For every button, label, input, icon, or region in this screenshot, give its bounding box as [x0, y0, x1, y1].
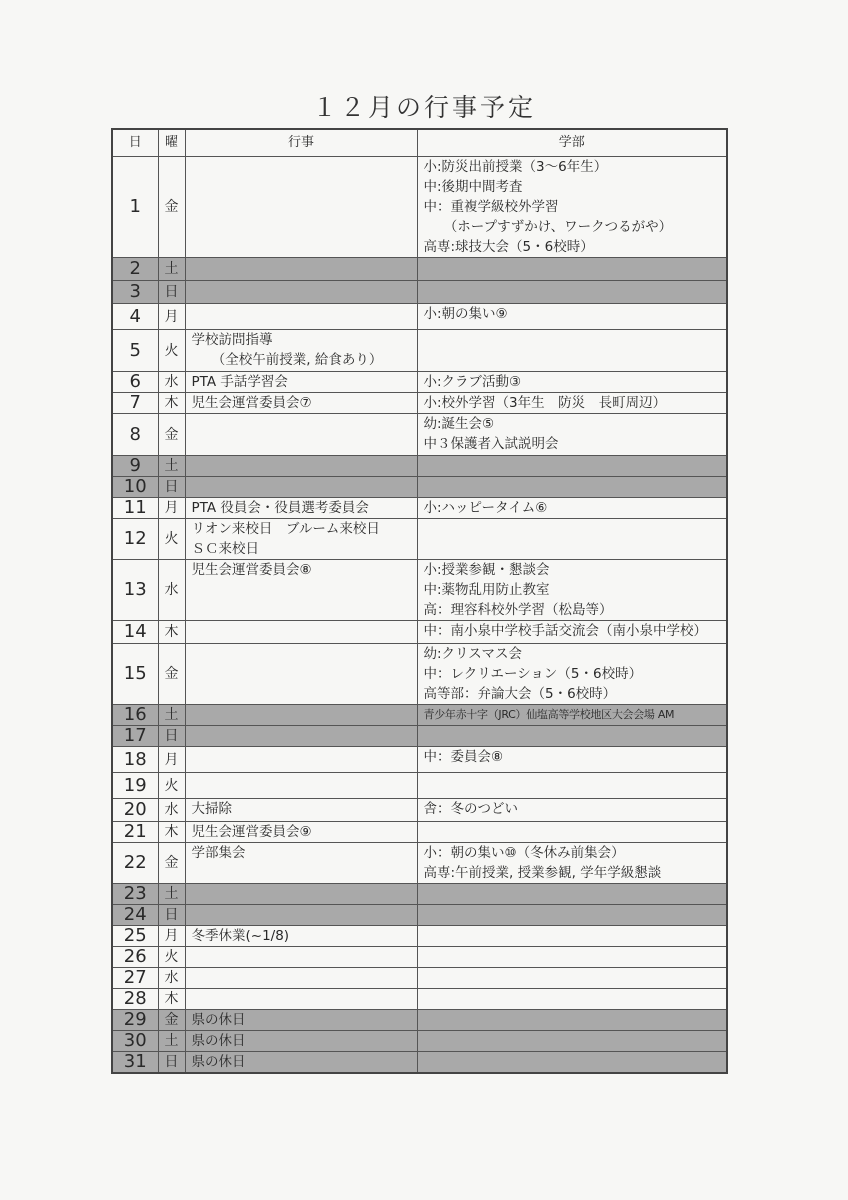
table-row — [112, 705, 727, 726]
dept-cell — [417, 705, 727, 726]
event-cell — [185, 519, 417, 560]
event-line: 県の休日 — [191, 1033, 246, 1049]
event-cell — [185, 456, 417, 477]
dept-line: 中：委員会⑧ — [423, 749, 504, 765]
dept-cell — [417, 822, 727, 843]
dept-line: 中：南小泉中学校手話交流会（南小泉中学校） — [423, 623, 707, 639]
event-line: 県の休日 — [191, 1054, 246, 1070]
dept-line: 高：理容科校外学習（松島等） — [423, 602, 613, 618]
dept-cell — [417, 1010, 727, 1031]
day-cell: 15 — [112, 644, 158, 705]
event-cell — [185, 947, 417, 968]
table-row — [112, 726, 727, 747]
weekday-cell: 木 — [158, 621, 185, 644]
dept-line: 小:授業参観・懇談会 — [423, 562, 550, 578]
event-line: ＳＣ来校日 — [191, 541, 259, 557]
event-cell — [185, 926, 417, 947]
weekday-cell: 日 — [158, 477, 185, 498]
dept-cell — [417, 304, 727, 330]
dept-line: 小:校外学習（3年生 防災 長町周辺） — [423, 395, 667, 411]
dept-cell — [417, 947, 727, 968]
event-cell — [185, 1010, 417, 1031]
dept-cell — [417, 621, 727, 644]
table-row — [112, 773, 727, 799]
header-dept: 学部 — [417, 129, 727, 157]
event-line: リオン来校日 ブルーム来校日 — [191, 521, 380, 537]
weekday-cell: 金 — [158, 1010, 185, 1031]
event-line: 大掃除 — [191, 801, 232, 817]
day-cell: 18 — [112, 747, 158, 773]
event-cell — [185, 330, 417, 372]
event-cell — [185, 414, 417, 456]
weekday-cell: 金 — [158, 157, 185, 258]
dept-cell — [417, 372, 727, 393]
table-row — [112, 1052, 727, 1074]
event-line: PTA 手話学習会 — [191, 374, 288, 390]
weekday-cell: 日 — [158, 726, 185, 747]
dept-cell — [417, 726, 727, 747]
event-cell — [185, 498, 417, 519]
table-row — [112, 747, 727, 773]
dept-cell — [417, 747, 727, 773]
table-header-row — [112, 129, 727, 157]
table-row — [112, 621, 727, 644]
event-cell — [185, 393, 417, 414]
table-row — [112, 258, 727, 281]
dept-line: 中:薬物乱用防止教室 — [423, 582, 550, 598]
day-cell: 13 — [112, 560, 158, 621]
event-cell — [185, 989, 417, 1010]
event-cell — [185, 747, 417, 773]
dept-cell — [417, 477, 727, 498]
table-row — [112, 560, 727, 621]
table-row — [112, 926, 727, 947]
day-cell: 16 — [112, 705, 158, 726]
table-row — [112, 968, 727, 989]
event-cell — [185, 905, 417, 926]
day-cell: 2 — [112, 258, 158, 281]
day-cell: 21 — [112, 822, 158, 843]
dept-cell — [417, 843, 727, 884]
dept-line: 高等部：弁論大会（5・6校時） — [423, 686, 617, 702]
event-cell — [185, 372, 417, 393]
weekday-cell: 土 — [158, 456, 185, 477]
day-cell: 23 — [112, 884, 158, 905]
dept-cell — [417, 884, 727, 905]
weekday-cell: 日 — [158, 1052, 185, 1074]
weekday-cell: 水 — [158, 372, 185, 393]
event-cell — [185, 968, 417, 989]
day-cell: 30 — [112, 1031, 158, 1052]
table-row — [112, 644, 727, 705]
dept-cell — [417, 1031, 727, 1052]
table-row — [112, 456, 727, 477]
day-cell: 8 — [112, 414, 158, 456]
event-cell — [185, 705, 417, 726]
schedule-body — [112, 157, 727, 1074]
dept-line: 小:防災出前授業（3～6年生） — [423, 159, 608, 175]
day-cell: 17 — [112, 726, 158, 747]
weekday-cell: 火 — [158, 330, 185, 372]
weekday-cell: 水 — [158, 968, 185, 989]
event-cell — [185, 799, 417, 822]
dept-cell — [417, 414, 727, 456]
weekday-cell: 金 — [158, 644, 185, 705]
weekday-cell: 木 — [158, 822, 185, 843]
dept-cell — [417, 157, 727, 258]
event-line: 児生会運営委員会⑧ — [191, 562, 312, 578]
table-row — [112, 281, 727, 304]
table-row — [112, 905, 727, 926]
day-cell: 29 — [112, 1010, 158, 1031]
dept-line: 高専:午前授業, 授業参観, 学年学級懇談 — [423, 865, 662, 881]
day-cell: 6 — [112, 372, 158, 393]
table-row — [112, 372, 727, 393]
dept-cell — [417, 456, 727, 477]
event-cell — [185, 281, 417, 304]
dept-line: （ホープすずかけ、ワークつるがや） — [423, 219, 673, 235]
weekday-cell: 日 — [158, 905, 185, 926]
dept-cell — [417, 498, 727, 519]
dept-line: 中：レクリエーション（5・6校時） — [423, 666, 643, 682]
day-cell: 24 — [112, 905, 158, 926]
weekday-cell: 土 — [158, 705, 185, 726]
dept-line: 青少年赤十字（JRC）仙塩高等学校地区大会会場 AM — [423, 708, 675, 721]
dept-cell — [417, 644, 727, 705]
event-line: （全校午前授業, 給食あり） — [191, 352, 383, 368]
event-line: 児生会運営委員会⑨ — [191, 824, 312, 840]
event-cell — [185, 1052, 417, 1074]
weekday-cell: 火 — [158, 773, 185, 799]
event-line: 県の休日 — [191, 1012, 246, 1028]
day-cell: 5 — [112, 330, 158, 372]
dept-cell — [417, 799, 727, 822]
dept-cell — [417, 926, 727, 947]
day-cell: 20 — [112, 799, 158, 822]
event-cell — [185, 644, 417, 705]
event-line: PTA 役員会・役員選考委員会 — [191, 500, 369, 516]
weekday-cell: 日 — [158, 281, 185, 304]
event-line: 児生会運営委員会⑦ — [191, 395, 312, 411]
weekday-cell: 土 — [158, 1031, 185, 1052]
weekday-cell: 水 — [158, 799, 185, 822]
page-title: １２月の行事予定 — [311, 93, 536, 122]
day-cell: 7 — [112, 393, 158, 414]
day-cell: 3 — [112, 281, 158, 304]
dept-line: 小:クラブ活動③ — [423, 374, 522, 390]
table-row — [112, 799, 727, 822]
header-dow: 曜 — [158, 129, 185, 157]
day-cell: 9 — [112, 456, 158, 477]
dept-line: 中:後期中間考査 — [423, 179, 523, 195]
dept-line: 中：重複学級校外学習 — [423, 199, 559, 215]
schedule-table — [111, 128, 728, 1074]
event-cell — [185, 560, 417, 621]
table-row — [112, 519, 727, 560]
weekday-cell: 火 — [158, 519, 185, 560]
dept-line: 高専:球技大会（5・6校時） — [423, 239, 594, 255]
dept-line: 小:ハッピータイム⑥ — [423, 500, 548, 516]
weekday-cell: 月 — [158, 498, 185, 519]
table-row — [112, 989, 727, 1010]
dept-cell — [417, 258, 727, 281]
day-cell: 4 — [112, 304, 158, 330]
dept-cell — [417, 560, 727, 621]
table-row — [112, 414, 727, 456]
weekday-cell: 木 — [158, 393, 185, 414]
dept-cell — [417, 393, 727, 414]
weekday-cell: 月 — [158, 926, 185, 947]
weekday-cell: 月 — [158, 304, 185, 330]
event-cell — [185, 258, 417, 281]
weekday-cell: 水 — [158, 560, 185, 621]
day-cell: 10 — [112, 477, 158, 498]
weekday-cell: 月 — [158, 747, 185, 773]
dept-cell — [417, 989, 727, 1010]
table-row — [112, 304, 727, 330]
table-row — [112, 477, 727, 498]
dept-line: 小：朝の集い⑩（冬休み前集会） — [423, 845, 625, 861]
table-row — [112, 498, 727, 519]
day-cell: 22 — [112, 843, 158, 884]
event-cell — [185, 304, 417, 330]
table-row — [112, 822, 727, 843]
day-cell: 31 — [112, 1052, 158, 1074]
dept-cell — [417, 905, 727, 926]
day-cell: 27 — [112, 968, 158, 989]
event-cell — [185, 621, 417, 644]
event-line: 学部集会 — [191, 845, 246, 861]
header-event: 行事 — [185, 129, 417, 157]
event-cell — [185, 726, 417, 747]
table-row — [112, 1031, 727, 1052]
weekday-cell: 火 — [158, 947, 185, 968]
weekday-cell: 金 — [158, 414, 185, 456]
event-cell — [185, 773, 417, 799]
dept-cell — [417, 281, 727, 304]
table-row — [112, 157, 727, 258]
table-row — [112, 843, 727, 884]
dept-line: 幼:クリスマス会 — [423, 646, 523, 662]
day-cell: 25 — [112, 926, 158, 947]
event-cell — [185, 822, 417, 843]
event-cell — [185, 477, 417, 498]
dept-line: 中３保護者入試説明会 — [423, 436, 559, 452]
table-row — [112, 330, 727, 372]
day-cell: 28 — [112, 989, 158, 1010]
table-row — [112, 947, 727, 968]
day-cell: 1 — [112, 157, 158, 258]
dept-cell — [417, 519, 727, 560]
dept-line: 小:朝の集い⑨ — [423, 306, 508, 322]
header-day: 日 — [112, 129, 158, 157]
table-row — [112, 393, 727, 414]
day-cell: 14 — [112, 621, 158, 644]
day-cell: 26 — [112, 947, 158, 968]
event-line: 学校訪問指導 — [191, 332, 273, 348]
dept-line: 舎：冬のつどい — [423, 801, 518, 817]
dept-cell — [417, 1052, 727, 1074]
table-row — [112, 884, 727, 905]
weekday-cell: 木 — [158, 989, 185, 1010]
dept-cell — [417, 773, 727, 799]
dept-cell — [417, 968, 727, 989]
day-cell: 11 — [112, 498, 158, 519]
dept-cell — [417, 330, 727, 372]
event-cell — [185, 843, 417, 884]
weekday-cell: 金 — [158, 843, 185, 884]
event-cell — [185, 157, 417, 258]
event-cell — [185, 884, 417, 905]
table-row — [112, 1010, 727, 1031]
weekday-cell: 土 — [158, 258, 185, 281]
event-line: 冬季休業(~1/8) — [191, 928, 290, 944]
dept-line: 幼:誕生会⑤ — [423, 416, 495, 432]
weekday-cell: 土 — [158, 884, 185, 905]
event-cell — [185, 1031, 417, 1052]
day-cell: 19 — [112, 773, 158, 799]
day-cell: 12 — [112, 519, 158, 560]
